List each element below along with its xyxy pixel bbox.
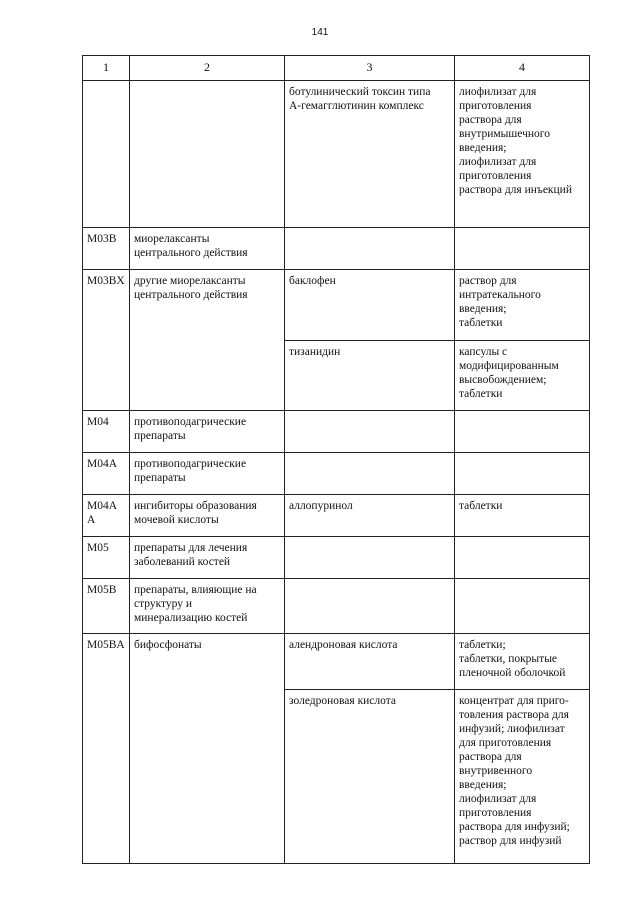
table-row xyxy=(83,537,590,579)
table-row xyxy=(83,340,590,411)
group-name-cell: ингибиторы образования мочевой кислоты xyxy=(130,495,285,537)
atc-code-cell xyxy=(83,340,130,411)
substance-cell xyxy=(285,579,455,634)
atc-code-cell xyxy=(83,689,130,864)
substance-cell: золедроновая кислота xyxy=(285,689,455,864)
atc-code-cell: M04A xyxy=(83,453,130,495)
group-name-cell xyxy=(130,340,285,411)
substance-cell xyxy=(285,228,455,270)
group-name-cell: противоподагрические препараты xyxy=(130,411,285,453)
header-col-3: 3 xyxy=(285,56,455,81)
substance-cell xyxy=(285,453,455,495)
dosage-form-cell xyxy=(455,453,590,495)
dosage-form-cell xyxy=(455,411,590,453)
substance-cell: ботулинический токсин типа А-гемагглютинин комплекс xyxy=(285,81,455,228)
table-row xyxy=(83,453,590,495)
atc-code-cell: M03B xyxy=(83,228,130,270)
dosage-form-cell xyxy=(455,228,590,270)
table-row xyxy=(83,81,590,228)
table-row xyxy=(83,579,590,634)
group-name-cell: препараты, влияющие на структуру и минерализацию костей xyxy=(130,579,285,634)
dosage-form-cell xyxy=(455,579,590,634)
dosage-form-cell: таблетки xyxy=(455,495,590,537)
atc-code-cell: M04A A xyxy=(83,495,130,537)
group-name-cell: миорелаксанты центрального действия xyxy=(130,228,285,270)
table-row xyxy=(83,270,590,341)
atc-code-cell: M04 xyxy=(83,411,130,453)
atc-code-cell: M05B xyxy=(83,579,130,634)
header-col-4: 4 xyxy=(455,56,590,81)
dosage-form-cell: раствор для интратекального введения; таблетки xyxy=(455,270,590,341)
dosage-form-cell: концентрат для приго- товления раствора для инфузий; лиофилизат для приготовления раствора для внутривенного введения; лиофилизат для приготовления раствора для инфузий; раствор для инфузий xyxy=(455,689,590,864)
dosage-form-cell: лиофилизат для приготовления раствора для внутримышечного введения; лиофилизат для приготовления раствора для инъекций xyxy=(455,81,590,228)
group-name-cell xyxy=(130,81,285,228)
group-name-cell: бифосфонаты xyxy=(130,634,285,690)
substance-cell: баклофен xyxy=(285,270,455,341)
drug-table xyxy=(82,55,590,864)
group-name-cell: противоподагрические препараты xyxy=(130,453,285,495)
group-name-cell: другие миорелаксанты центрального действия xyxy=(130,270,285,341)
substance-cell: тизанидин xyxy=(285,340,455,411)
atc-code-cell: M05 xyxy=(83,537,130,579)
substance-cell: алендроновая кислота xyxy=(285,634,455,690)
dosage-form-cell xyxy=(455,537,590,579)
table-row xyxy=(83,689,590,864)
substance-cell xyxy=(285,411,455,453)
table-row xyxy=(83,495,590,537)
group-name-cell: препараты для лечения заболеваний костей xyxy=(130,537,285,579)
table-row xyxy=(83,411,590,453)
table-header-row xyxy=(83,56,590,81)
substance-cell xyxy=(285,537,455,579)
dosage-form-cell: таблетки; таблетки, покрытые пленочной оболочкой xyxy=(455,634,590,690)
group-name-cell xyxy=(130,689,285,864)
dosage-form-cell: капсулы с модифицированным высвобождением; таблетки xyxy=(455,340,590,411)
header-col-2: 2 xyxy=(130,56,285,81)
atc-code-cell: M05BA xyxy=(83,634,130,690)
page-number: 141 xyxy=(311,27,329,38)
table-row xyxy=(83,228,590,270)
header-col-1: 1 xyxy=(83,56,130,81)
substance-cell: аллопуринол xyxy=(285,495,455,537)
table-row xyxy=(83,634,590,690)
atc-code-cell xyxy=(83,81,130,228)
atc-code-cell: M03BX xyxy=(83,270,130,341)
